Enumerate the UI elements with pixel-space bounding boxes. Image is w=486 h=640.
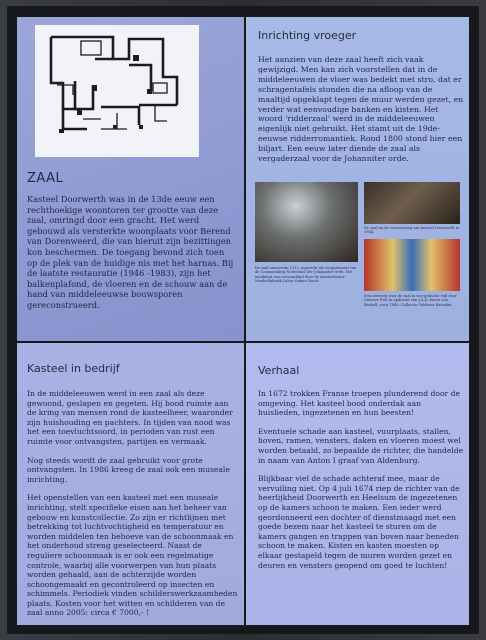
panel-verhaal <box>246 343 469 625</box>
caption-hall-1915: De zaal omstreeks 1915, ingericht als vergaderzaal van de Commanderij Nederland der Johanniter Orde. Het meubilair was vervaardigd door de Amsterdamse Meubelfabriek Labor Omnia Vincit. <box>255 266 357 284</box>
panel-inrichting <box>246 17 469 341</box>
panel-kasteel-in-bedrijf <box>17 343 244 625</box>
bedrijf-heading: Kasteel in bedrijf <box>27 362 120 375</box>
panel-zaal <box>17 17 244 341</box>
inrichting-paragraph: Het aanzien van deze zaal heeft zich vaak gewijzigd. Men kan zich voorstellen dat in de middeleeuwen de vloer was bedekt met stro, dat er schragentafels stonden die na afloop van de maaltijd opgeklapt tegen de muur werden gezet, en verder wat eenvoudige banken en kisten. Het woord 'ridderzaal' werd in de middeleeuwen eigenlijk niet gebruikt. Het stamt uit de 19de-eeuwse ridderromantiek. Rond 1800 stond hier een biljart. Een eeuw later diende de zaal als vergaderzaal voor de Johanniter orde. <box>258 55 464 164</box>
zaal-heading: ZAAL <box>27 171 64 186</box>
caption-destroyed-1944: De zaal na de verwoesting van kasteel Doorwerth in 1944. <box>364 226 460 235</box>
zaal-text <box>27 194 237 320</box>
inrichting-text <box>258 55 464 173</box>
photo-hall-1915 <box>255 182 358 262</box>
bedrijf-paragraph-1: In de middeleeuwen werd in een zaal als deze gewoond, geslapen en gegeten. Hij bood ruimte aan de kring van mensen rond de kasteelheer, waaronder zijn huishouding en pachters. In tijden van nood was het een toevluchtsoord, in perioden van rust een ruimte voor ontvangsten, partijen en vermaak. <box>27 389 233 446</box>
photo-neo-gothic-design <box>364 239 460 291</box>
verhaal-heading: Verhaal <box>258 364 300 377</box>
photo-destroyed-1944 <box>364 182 460 224</box>
verhaal-paragraph-2: Eventuele schade aan kasteel, vuurplaats, stallen, hoven, ramen, vensters, daken en vloeren moest wel worden betaald, zo bepaalde de richter, die handelde in naam van Anton I graaf van Aldenburg. <box>258 426 464 465</box>
bedrijf-paragraph-2: Nog steeds wordt de zaal gebruikt voor grote ontvangsten. In 1986 kreeg de zaal ook een museale inrichting. <box>27 455 230 484</box>
verhaal-paragraph-3: Blijkbaar viel de schade achteraf mee, maar de vervuiling niet. Op 4 juli 1674 riep de richter van de heerlijkheid Doorwerth en Heelsum de ingezetenen op de kamers schoon te maken. Een ieder werd geordonneerd een dochter of dienstmaagd met een goede bezem naar het kasteel te sturen om de kamers gangen en trappen van boven naar beneden schoon te maken. Kisten en kasten moesten op elkaar gestapeld tegen de muren worden gezet en deuren en vensters geopend om goed te luchten! <box>258 474 460 570</box>
bedrijf-text <box>27 389 239 625</box>
information-board <box>17 17 469 625</box>
floor-plan-drawing <box>35 25 199 157</box>
inrichting-heading: Inrichting vroeger <box>258 29 357 42</box>
caption-neo-gothic-design: Een ontwerp voor de zaal in neo-gotische stijl door Gustave Prot in opdracht van J.A.D. baron van Brakell, circa 1840. Collectie Gelderse Kastelen. <box>364 294 457 307</box>
zaal-paragraph: Kasteel Doorwerth was in de 13de eeuw een rechthoekige woontoren ter grootte van deze zaal, omringd door een gracht. Het werd gebouwd als versterkte woonplaats voor Berend van Dorenweerd, die van hieruit zijn bezittingen kon beschermen. De toegang bevond zich toen op de plek van de huidige nis met het harnas. Bij de laatste restauratie (1946 -1983), zijn het balkenplafond, de vloeren en de schouw aan de hand van middeleeuwse bouwsporen gereconstrueerd. <box>27 194 234 310</box>
floor-plan <box>35 25 199 157</box>
verhaal-paragraph-1: In 1672 trokken Franse troepen plunderend door de omgeving. Het kasteel bood onderdak aan huislieden, ingezetenen en hun beesten! <box>258 389 460 418</box>
verhaal-text <box>258 389 464 579</box>
bedrijf-paragraph-3: Het openstellen van een kasteel met een museale inrichting, stelt specifieke eisen aan het beheer van gebouw en kunstcollectie. Zo zijn er richtlijnen met betrekking tot luchtvochtigheid en temperatuur en worden middelen ten behoeve van de schoonmaak en het onderhoud streng geselecteerd. Naast de reguliere schoonmaak is er ook een regelmatige controle, waarbij alle voorwerpen van hun plaats worden gehaald, aan de achterzijde worden schoongemaakt en gecontroleerd op insecten en schimmels. Periodiek vinden schilderswerkzaamheden plaats. Kosten voor het witten en schilderen van de zaal anno 2005: circa € 7000,- ! <box>27 493 238 618</box>
